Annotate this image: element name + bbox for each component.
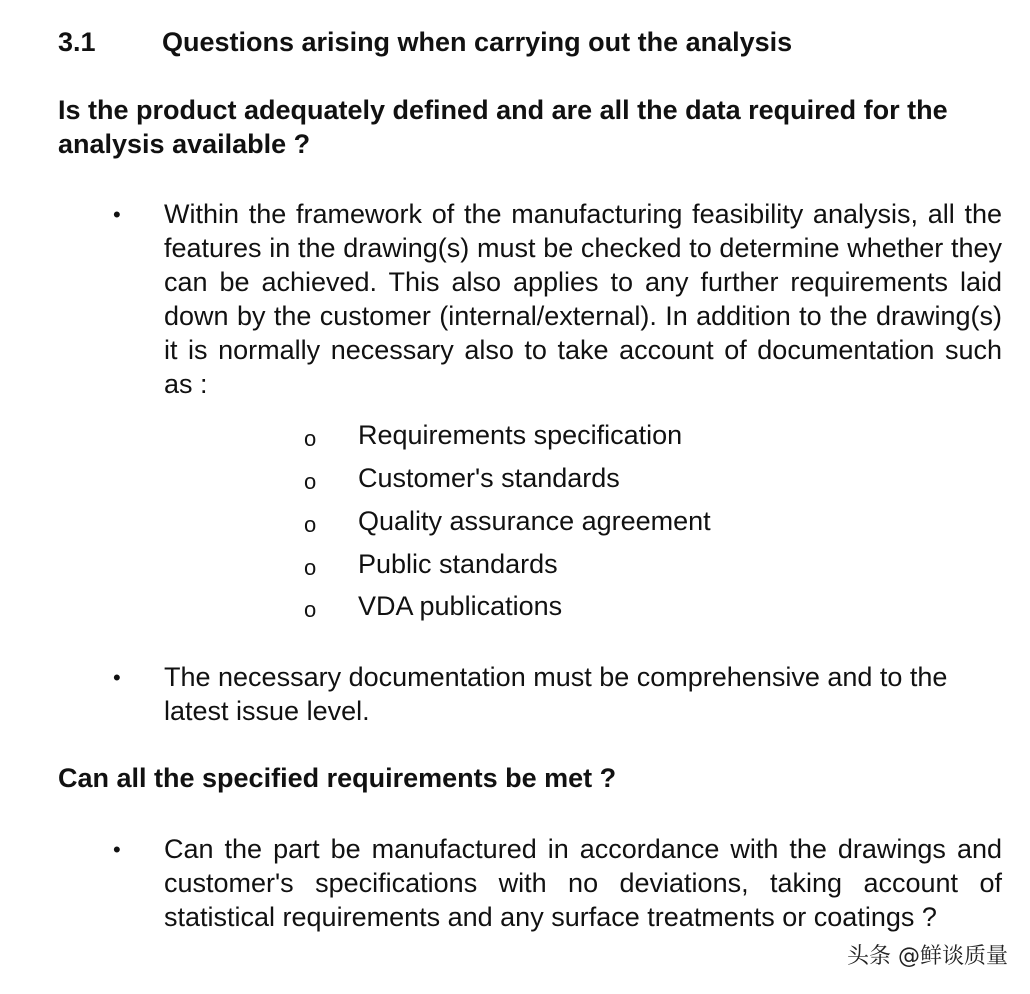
sub-bullet-marker: o <box>304 468 317 494</box>
bullet-paragraph-2: The necessary documentation must be comprehensive and to the latest issue level. <box>164 662 948 726</box>
sub-list-item-label: VDA publications <box>358 591 563 621</box>
bullet-marker: • <box>113 202 121 227</box>
sub-list-item-label: Requirements specification <box>358 420 683 450</box>
section-number: 3.1 <box>58 27 96 57</box>
sub-list-item <box>304 418 682 461</box>
question-1: Is the product adequately defined and are all the data required for the analysis available ? <box>58 95 948 159</box>
bullet-paragraph-1: Within the framework of the manufacturing feasibility analysis, all the features in the drawing(s) must be checked to determine whether they can be achieved. This also applies to any further requirements laid down by the customer (internal/external). In addition to the drawing(s) it is normally necessary also to take account of documentation such as : <box>164 199 1002 399</box>
sub-list-item-label: Customer's standards <box>358 463 620 493</box>
sub-list-item <box>304 547 558 590</box>
section-heading <box>58 25 792 59</box>
sub-bullet-marker: o <box>304 596 317 622</box>
sub-bullet-marker: o <box>304 425 317 451</box>
sub-list-item <box>304 504 711 547</box>
sub-list-item <box>304 461 620 504</box>
question-2: Can all the specified requirements be met ? <box>58 763 617 793</box>
sub-list-item-label: Quality assurance agreement <box>358 506 711 536</box>
sub-list-item-label: Public standards <box>358 549 558 579</box>
bullet-marker: • <box>113 837 121 862</box>
bullet-marker: • <box>113 665 121 690</box>
sub-list-item <box>304 589 562 632</box>
bullet-paragraph-3: Can the part be manufactured in accordance with the drawings and customer's specifications with no deviations, taking account of statistical requirements and any surface treatments or coatings ? <box>164 834 1002 932</box>
sub-bullet-marker: o <box>304 511 317 537</box>
watermark: 头条 @鲜谈质量 <box>847 944 1008 969</box>
section-title: Questions arising when carrying out the analysis <box>162 27 793 57</box>
sub-bullet-marker: o <box>304 554 317 580</box>
